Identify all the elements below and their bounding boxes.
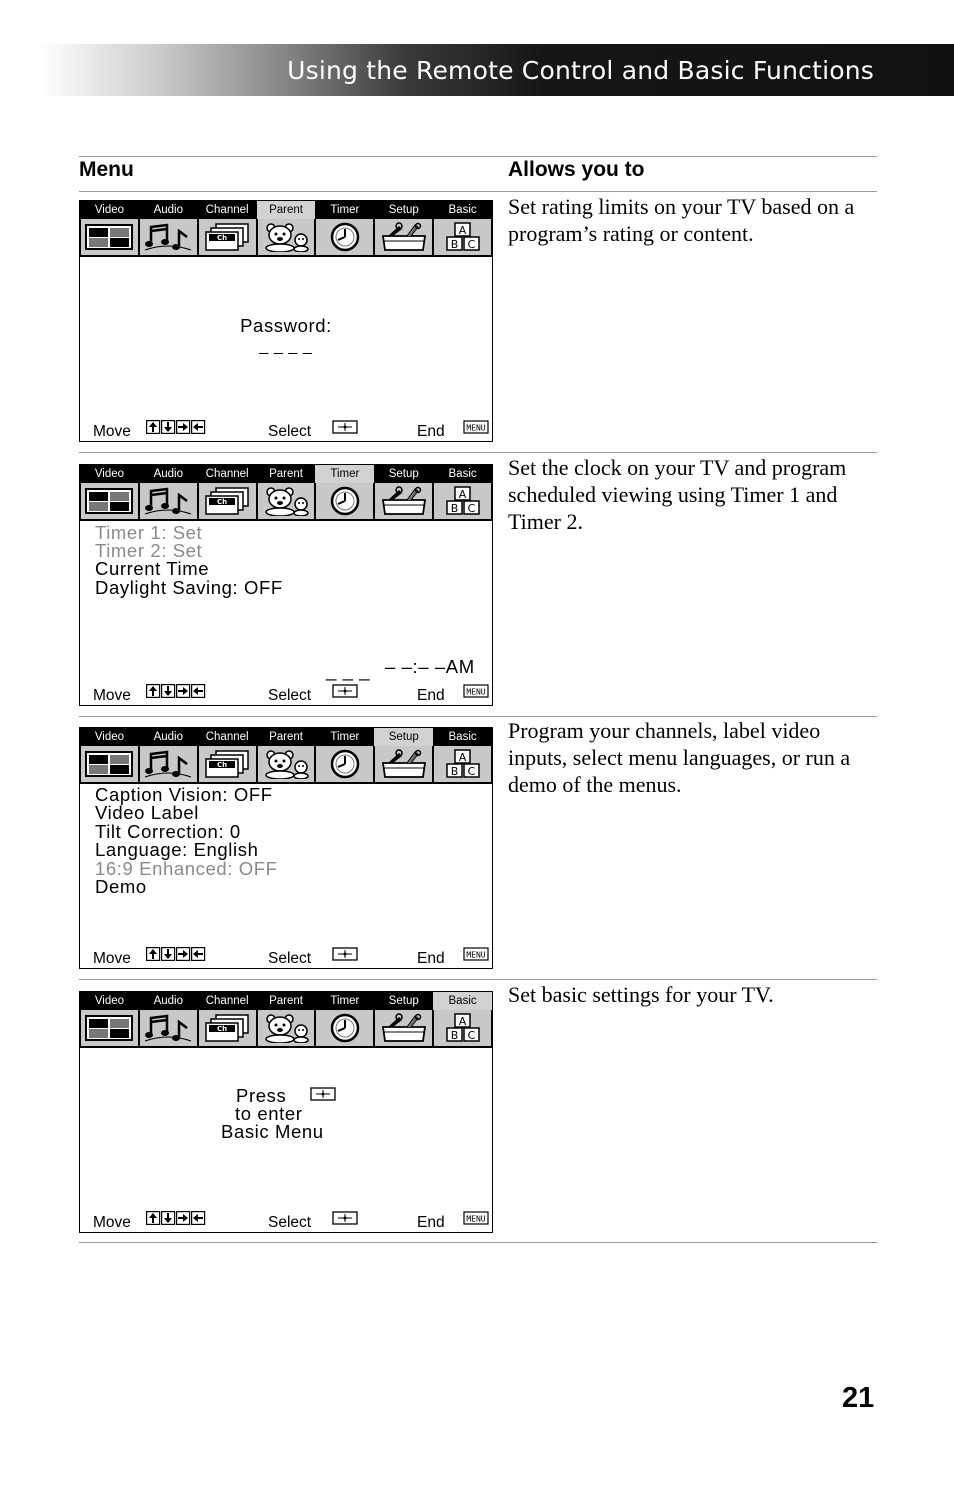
menu-tab-setup[interactable]: Setup — [388, 995, 419, 1007]
setup-icon[interactable] — [375, 483, 432, 519]
video-icon[interactable] — [81, 1010, 138, 1046]
svg-text:C: C — [467, 502, 475, 515]
caption-vision-item[interactable]: Caption Vision: OFF — [95, 784, 273, 805]
end-label: End — [417, 687, 445, 704]
menu-tab-bar — [80, 201, 492, 219]
menu-tab-bar — [80, 728, 492, 746]
move-label: Move — [93, 687, 131, 704]
svg-text:Ch: Ch — [217, 498, 228, 506]
end-label: End — [417, 950, 445, 967]
table-header-rule — [79, 191, 877, 192]
menu-icon — [463, 684, 489, 703]
setup-icon[interactable] — [375, 219, 432, 255]
svg-text:MENU: MENU — [466, 950, 486, 960]
basic-icon[interactable] — [434, 219, 491, 255]
svg-text:A: A — [458, 751, 466, 764]
timer-icon[interactable] — [316, 1010, 373, 1046]
timer-1-item[interactable]: Timer 1: Set — [95, 522, 203, 543]
timer-menu-screen — [79, 464, 493, 706]
select-label: Select — [268, 687, 312, 704]
menu-tab-basic[interactable]: Basic — [433, 992, 492, 1010]
menu-tab-timer[interactable]: Timer — [330, 731, 360, 743]
select-label: Select — [268, 423, 312, 440]
menu-tab-audio[interactable]: Audio — [153, 995, 183, 1007]
svg-text:B: B — [450, 238, 458, 251]
menu-tab-basic[interactable]: Basic — [448, 468, 477, 480]
menu-tab-parent[interactable]: Parent — [269, 995, 303, 1007]
menu-tab-basic[interactable]: Basic — [448, 731, 477, 743]
end-label: End — [417, 1214, 445, 1231]
page-header-title: Using the Remote Control and Basic Functions — [287, 56, 874, 85]
move-label: Move — [93, 1214, 131, 1231]
menu-tab-parent[interactable]: Parent — [269, 731, 303, 743]
menu-tab-setup[interactable]: Setup — [388, 468, 419, 480]
arrow-keys-icon — [146, 947, 206, 966]
move-label: Move — [93, 423, 131, 440]
daylight-saving-item[interactable]: Daylight Saving: OFF — [95, 577, 283, 598]
move-label: Move — [93, 950, 131, 967]
basic-icon[interactable] — [434, 746, 491, 782]
svg-text:Ch: Ch — [217, 761, 228, 769]
channel-icon[interactable] — [199, 219, 256, 255]
svg-text:C: C — [467, 765, 475, 778]
password-label: Password: — [240, 315, 332, 336]
header-bar — [40, 44, 954, 96]
menu-tab-setup[interactable]: Setup — [388, 204, 419, 216]
menu-tab-video[interactable]: Video — [94, 731, 125, 743]
basic-icon[interactable] — [434, 1010, 491, 1046]
menu-icon — [463, 420, 489, 439]
menu-tab-channel[interactable]: Channel — [205, 468, 249, 480]
password-value: _ _ _ _ — [259, 338, 313, 355]
tilt-correction-item[interactable]: Tilt Correction: 0 — [95, 821, 241, 842]
menu-column-header: Menu — [79, 158, 134, 181]
menu-tab-parent[interactable]: Parent — [269, 468, 303, 480]
svg-text:B: B — [450, 765, 458, 778]
menu-tab-bar — [80, 992, 492, 1010]
menu-bottom-bar — [80, 948, 492, 968]
audio-icon[interactable] — [140, 746, 197, 782]
svg-text:C: C — [467, 1029, 475, 1042]
setup-menu-screen — [79, 727, 493, 969]
video-icon[interactable] — [81, 483, 138, 519]
menu-tab-setup[interactable]: Setup — [374, 728, 433, 746]
enhanced-169-item[interactable]: 16:9 Enhanced: OFF — [95, 858, 278, 879]
select-icon — [310, 1087, 336, 1106]
svg-text:MENU: MENU — [466, 423, 486, 433]
day-value: _ _ _ — [326, 660, 371, 681]
basic-menu-text: Basic Menu — [221, 1121, 324, 1142]
menu-tab-timer[interactable]: Timer — [330, 995, 360, 1007]
video-icon[interactable] — [81, 219, 138, 255]
select-label: Select — [268, 1214, 312, 1231]
time-value: – –:– –AM — [385, 656, 475, 677]
basic-menu-screen — [79, 991, 493, 1233]
menu-tab-video[interactable]: Video — [94, 995, 125, 1007]
select-icon — [332, 420, 358, 439]
row-description: Set basic settings for your TV. — [508, 982, 774, 1007]
row-description: Set the clock on your TV and program scheduled viewing using Timer 1 and Timer 2. — [508, 455, 847, 534]
parent-menu-screen — [79, 200, 493, 442]
svg-text:MENU: MENU — [466, 687, 486, 697]
timer-2-item[interactable]: Timer 2: Set — [95, 540, 203, 561]
row-divider — [79, 979, 877, 980]
menu-tab-bar — [80, 465, 492, 483]
svg-text:B: B — [450, 502, 458, 515]
svg-text:Ch: Ch — [217, 234, 228, 242]
demo-item[interactable]: Demo — [95, 876, 147, 897]
channel-icon[interactable] — [199, 483, 256, 519]
parent-icon[interactable] — [258, 746, 315, 782]
svg-text:B: B — [450, 1029, 458, 1042]
menu-tab-audio[interactable]: Audio — [153, 731, 183, 743]
channel-icon[interactable] — [199, 746, 256, 782]
audio-icon[interactable] — [140, 1010, 197, 1046]
svg-text:A: A — [458, 224, 466, 237]
audio-icon[interactable] — [140, 483, 197, 519]
table-top-rule — [79, 156, 877, 157]
menu-tab-basic[interactable]: Basic — [448, 204, 477, 216]
timer-icon[interactable] — [316, 746, 373, 782]
press-text: Press — [236, 1085, 287, 1106]
menu-bottom-bar — [80, 421, 492, 441]
current-time-item[interactable]: Current Time — [95, 558, 210, 579]
menu-tab-timer[interactable]: Timer — [330, 204, 360, 216]
menu-tab-audio[interactable]: Audio — [153, 204, 183, 216]
svg-text:C: C — [467, 238, 475, 251]
audio-icon[interactable] — [140, 219, 197, 255]
row-description: Program your channels, label video inputs, select menu languages, or run a demo of the menus. — [508, 718, 851, 797]
arrow-keys-icon — [146, 420, 206, 439]
parent-icon[interactable] — [258, 483, 315, 519]
svg-text:Ch: Ch — [217, 1025, 228, 1033]
end-label: End — [417, 423, 445, 440]
menu-icon — [463, 947, 489, 966]
timer-icon[interactable] — [316, 483, 373, 519]
menu-tab-audio[interactable]: Audio — [153, 468, 183, 480]
svg-text:A: A — [458, 488, 466, 501]
menu-tab-channel[interactable]: Channel — [205, 204, 249, 216]
menu-icon-bar — [80, 483, 492, 521]
select-icon — [332, 947, 358, 966]
menu-bottom-bar — [80, 1212, 492, 1232]
video-icon[interactable] — [81, 746, 138, 782]
menu-tab-channel[interactable]: Channel — [205, 731, 249, 743]
menu-icon-bar — [80, 746, 492, 784]
menu-icon-bar — [80, 1010, 492, 1048]
table-bottom-rule — [79, 1242, 877, 1243]
select-label: Select — [268, 950, 312, 967]
svg-text:A: A — [458, 1015, 466, 1028]
video-label-item[interactable]: Video Label — [95, 802, 199, 823]
menu-tab-parent[interactable]: Parent — [257, 201, 316, 219]
menu-tab-channel[interactable]: Channel — [205, 995, 249, 1007]
basic-icon[interactable] — [434, 483, 491, 519]
menu-tab-video[interactable]: Video — [94, 468, 125, 480]
menu-tab-video[interactable]: Video — [94, 204, 125, 216]
parent-icon[interactable] — [258, 1010, 315, 1046]
menu-tab-timer[interactable]: Timer — [315, 465, 374, 483]
select-icon — [332, 684, 358, 703]
allows-column-header: Allows you to — [508, 158, 645, 181]
parent-icon[interactable] — [258, 219, 315, 255]
menu-bottom-bar — [80, 685, 492, 705]
setup-icon[interactable] — [375, 1010, 432, 1046]
to-enter-text: to enter — [235, 1103, 303, 1124]
channel-icon[interactable] — [199, 1010, 256, 1046]
row-description: Set rating limits on your TV based on a program’s rating or content. — [508, 194, 855, 246]
arrow-keys-icon — [146, 684, 206, 703]
select-icon — [332, 1211, 358, 1230]
page-number: 21 — [842, 1382, 875, 1414]
svg-text:MENU: MENU — [466, 1214, 486, 1224]
menu-icon — [463, 1211, 489, 1230]
arrow-keys-icon — [146, 1211, 206, 1230]
menu-icon-bar — [80, 219, 492, 257]
row-divider — [79, 452, 877, 453]
setup-icon[interactable] — [375, 746, 432, 782]
language-item[interactable]: Language: English — [95, 839, 259, 860]
timer-icon[interactable] — [316, 219, 373, 255]
